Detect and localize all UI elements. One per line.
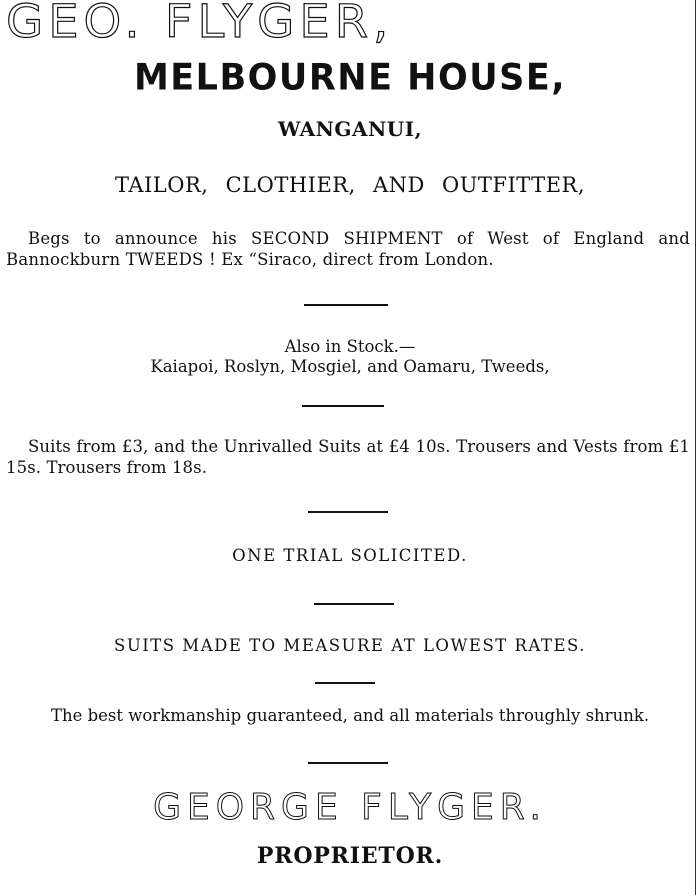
shipment-announcement: Begs to announce his SECOND SHIPMENT of West of England and Bannockburn TWEEDS ! Ex “Siraco, direct from London. <box>6 229 690 269</box>
divider-rule <box>315 682 375 684</box>
divider-rule <box>314 603 394 605</box>
divider-rule <box>308 762 388 764</box>
house-name: MELBOURNE HOUSE, <box>133 57 567 99</box>
stock-list: Kaiapoi, Roslyn, Mosgiel, and Oamaru, Tweeds, <box>150 357 550 376</box>
trade-description: TAILOR, CLOTHIER, AND OUTFITTER, <box>114 173 586 197</box>
town-name: WANGANUI, <box>277 117 423 141</box>
stock-heading: Also in Stock.— <box>284 337 416 356</box>
proprietor-title: PROPRIETOR. <box>256 843 444 869</box>
divider-rule <box>302 405 384 407</box>
masthead-title: GEO. FLYGER, <box>6 0 394 49</box>
workmanship-guarantee: The best workmanship guaranteed, and all materials throughly shrunk. <box>50 706 650 725</box>
divider-rule <box>308 511 388 513</box>
divider-rule <box>304 304 388 306</box>
price-list: Suits from £3, and the Unrivalled Suits at £4 10s. Trousers and Vests from £1 15s. Trousers from 18s. <box>6 437 690 477</box>
proprietor-signature: GEORGE FLYGER. <box>153 787 547 828</box>
made-to-measure: SUITS MADE TO MEASURE AT LOWEST RATES. <box>114 636 586 655</box>
trial-solicited: ONE TRIAL SOLICITED. <box>232 546 468 565</box>
